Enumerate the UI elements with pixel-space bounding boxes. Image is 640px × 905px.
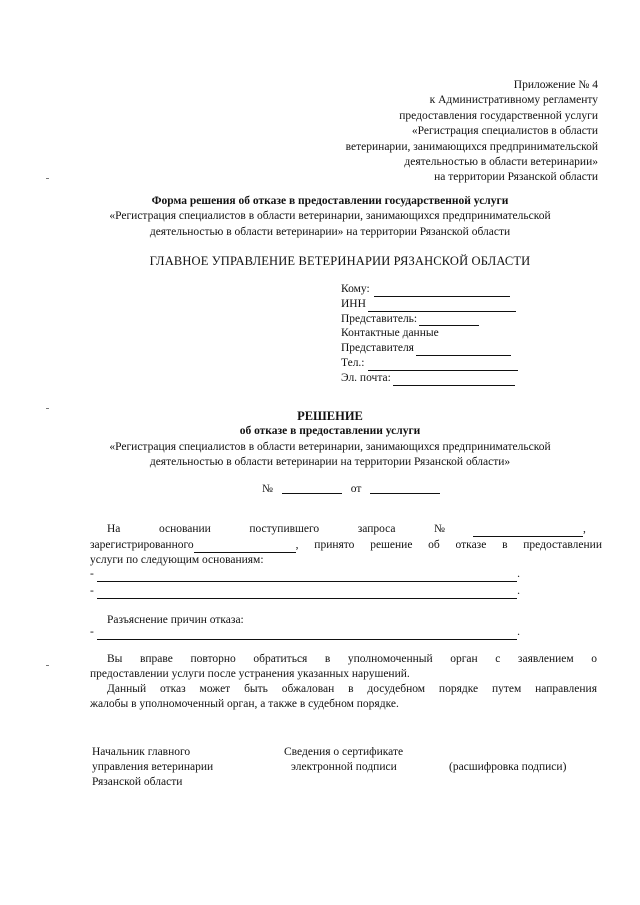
- explanation-period: .: [517, 626, 520, 638]
- ground-line-1: [90, 567, 520, 582]
- scan-mark: [46, 408, 49, 409]
- appeal-line-1: Данный отказ может быть обжалован в досудебном порядке путем направления: [107, 683, 597, 695]
- recipient-contacts-row: [341, 326, 531, 341]
- appendix-line: предоставления государственной услуги: [399, 109, 598, 122]
- recipient-to-label: Кому:: [341, 283, 370, 295]
- recipient-rep-contacts-label: Представителя: [341, 342, 414, 355]
- appendix-header: [268, 78, 598, 186]
- reapply-line-1: Вы вправе повторно обратиться в уполномоченный орган с заявлением о: [107, 653, 597, 665]
- recipient-contacts-label: Контактные данные: [341, 327, 439, 340]
- explanation-line: [90, 625, 520, 640]
- scan-mark: [46, 178, 49, 179]
- form-title: [60, 194, 600, 240]
- ground-bullet: -: [90, 585, 94, 597]
- recipient-representative-label: Представитель:: [341, 312, 418, 325]
- organization-title: ГЛАВНОЕ УПРАВЛЕНИЕ ВЕТЕРИНАРИИ РЯЗАНСКОЙ ОБЛАСТИ: [149, 254, 531, 268]
- ground-period: .: [517, 585, 520, 597]
- ground-bullet: -: [90, 568, 94, 580]
- recipient-representative-field[interactable]: [419, 315, 479, 326]
- form-title-bold: Форма решения об отказе в предоставлении государственной услуги: [151, 195, 509, 207]
- explanation-field[interactable]: [97, 629, 517, 640]
- recipient-phone-row: [341, 356, 531, 371]
- registered-field[interactable]: [194, 542, 296, 553]
- appendix-line: на территории Рязанской области: [434, 171, 598, 184]
- form-title-line: деятельностью в области ветеринарии» на территории Рязанской области: [149, 225, 511, 238]
- appendix-line: Приложение № 4: [513, 79, 598, 91]
- explanation-bullet: -: [90, 626, 94, 638]
- signatory-position-line: управления ветеринарии: [92, 761, 214, 774]
- recipient-email-row: [341, 371, 531, 386]
- certificate-line: Сведения о сертификате: [284, 746, 404, 758]
- recipient-phone-label: Тел.:: [341, 356, 365, 369]
- certificate-line: электронной подписи: [291, 761, 397, 774]
- recipient-block: [341, 282, 531, 386]
- request-number-field[interactable]: [473, 526, 583, 537]
- decision-subheading: об отказе в предоставлении услуги: [239, 425, 421, 438]
- appeal-line-2: жалобы в уполномоченный орган, а также в судебном порядке.: [90, 698, 399, 710]
- recipient-inn-field[interactable]: [368, 301, 516, 312]
- date-field[interactable]: [370, 483, 440, 494]
- decision-line: деятельностью в области ветеринарии на территории Рязанской области»: [149, 456, 511, 469]
- basis-line-2-text: , принято решение об отказе в предоставлении: [295, 539, 602, 551]
- basis-registered-label: зарегистрированного: [90, 539, 194, 551]
- appendix-line: к Административному регламенту: [429, 94, 598, 107]
- explanation-label: Разъяснение причин отказа:: [107, 614, 244, 626]
- decision-heading: РЕШЕНИЕ: [297, 409, 363, 423]
- recipient-email-label: Эл. почта:: [341, 371, 391, 384]
- reapply-line-2: предоставлении услуги после устранения указанных нарушений.: [90, 668, 410, 680]
- signature-certificate: [284, 745, 403, 775]
- recipient-email-field[interactable]: [393, 375, 515, 386]
- recipient-representative-row: [341, 312, 531, 327]
- basis-comma: ,: [583, 523, 586, 535]
- recipient-inn-label: ИНН: [341, 297, 366, 310]
- decision-line: «Регистрация специалистов в области ветеринарии, занимающихся предпринимательской: [109, 440, 551, 453]
- appendix-line: деятельностью в области ветеринарии»: [404, 156, 598, 169]
- appendix-line: «Регистрация специалистов в области: [411, 125, 598, 138]
- recipient-to-field[interactable]: [374, 286, 510, 297]
- ground-line-2: [90, 584, 520, 599]
- basis-line-1: [107, 522, 604, 537]
- signatory-position-line: Рязанской области: [92, 776, 183, 789]
- signature-decoding: (расшифровка подписи): [449, 761, 567, 773]
- basis-line-2: [90, 538, 602, 553]
- signatory-position: [92, 745, 213, 791]
- signatory-position-line: Начальник главного: [92, 746, 191, 758]
- scan-mark: [46, 665, 49, 666]
- decision-heading-block: [60, 409, 600, 471]
- recipient-phone-field[interactable]: [368, 360, 518, 371]
- basis-line-1-text: На основании поступившего запроса №: [107, 523, 445, 535]
- ground-period: .: [517, 568, 520, 580]
- appendix-line: ветеринарии, занимающихся предпринимательской: [345, 140, 598, 153]
- recipient-rep-contacts-field[interactable]: [416, 345, 511, 356]
- number-field[interactable]: [282, 483, 342, 494]
- recipient-inn-row: [341, 297, 531, 312]
- number-label: №: [262, 483, 273, 495]
- ground-field-1[interactable]: [97, 571, 517, 582]
- basis-line-3: услуги по следующим основаниям:: [90, 554, 264, 566]
- form-title-line: «Регистрация специалистов в области ветеринарии, занимающихся предпринимательской: [109, 210, 551, 223]
- decision-number-date: [262, 483, 440, 495]
- recipient-to-row: [341, 282, 531, 297]
- date-label: от: [350, 483, 362, 495]
- ground-field-2[interactable]: [97, 588, 517, 599]
- recipient-rep-contacts-row: [341, 341, 531, 356]
